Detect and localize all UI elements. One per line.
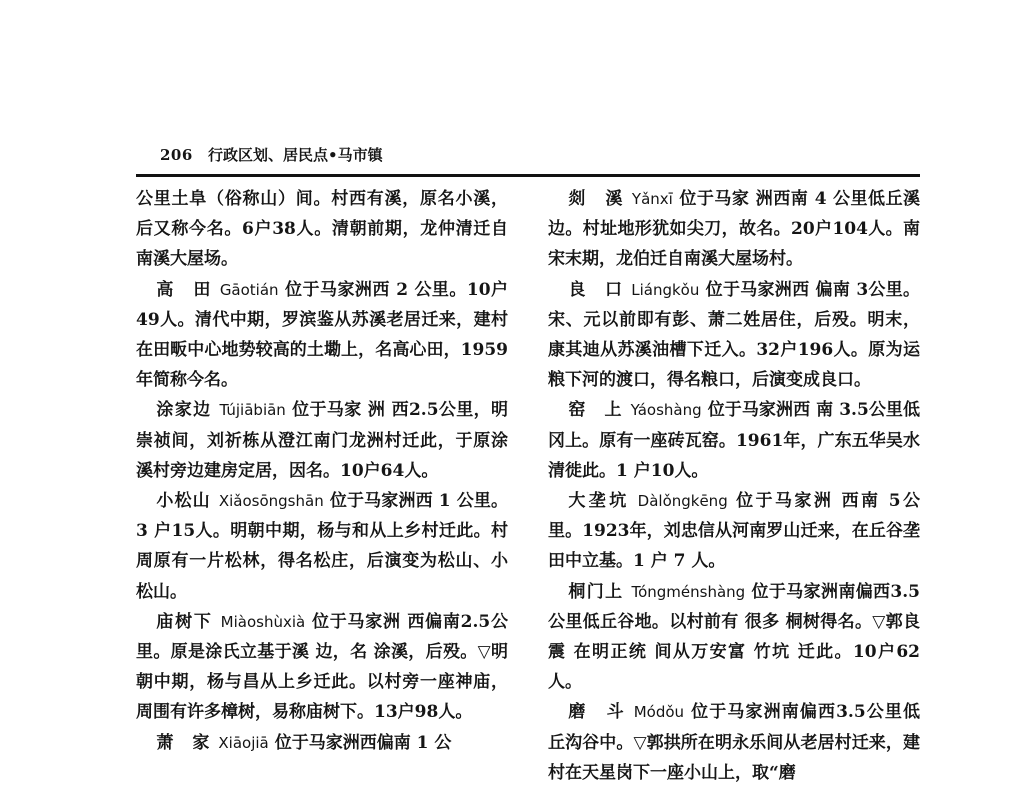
entry-yanxi [548, 184, 920, 275]
entry-pinyin: Yǎnxī [631, 190, 673, 208]
entry-pinyin: Xiǎosōngshān [218, 492, 324, 511]
entry-text: 位于马家洲西 2 公里。10户49人。清代中期，罗滨鉴从苏溪老居迁来，建村在田畈中心地势较高的土墈上，名高心田，1959年简称今名。 [136, 279, 509, 391]
entry-pinyin: Xiāojiā [218, 733, 269, 752]
entry-name: 涂家边 [156, 400, 212, 421]
entry-tujiabian [136, 395, 508, 486]
entry-yaoshang [548, 395, 920, 486]
running-header [160, 144, 920, 168]
entry-name: 大垄坑 [568, 491, 630, 512]
entry-miaoshuxia [136, 607, 508, 728]
left-column [136, 184, 508, 758]
entry-name: 良 口 [568, 279, 624, 300]
entry-name: 剡 溪 [568, 189, 624, 209]
page-number: 206 [160, 146, 193, 164]
entry-name: 磨 斗 [568, 702, 626, 723]
entry-name: 庙树下 [156, 611, 213, 632]
entry-tongmenshang [548, 577, 920, 698]
entry-text: 位于马家洲 西南 5公里。1923年，刘忠信从河南罗山迁来，在丘谷垄田中立基。1 户 7 人。 [548, 491, 921, 572]
entry-xiaojia [136, 728, 508, 758]
entry-continuation [136, 184, 508, 275]
entry-name: 窑 上 [568, 400, 623, 421]
entry-pinyin: Yáoshàng [630, 401, 702, 420]
right-column [548, 184, 920, 788]
entry-text: 位于马家洲南偏西3.5公里低丘沟谷中。▽郭拱所在明永乐间从老居村迁来，建村在天星岗下一座小山上，取“磨 [548, 702, 921, 783]
entry-text: 位于马家洲西 偏南 3公里。宋、元以前即有彭、萧二姓居住，后殁。明末，康其迪从苏溪油槽下迁入。32户196人。原为运粮下河的渡口，得名粮口，后演变成良口。 [548, 279, 921, 391]
entry-pinyin: Tújiābiān [219, 401, 286, 420]
entry-text: 位于马家 洲 西2.5公里，明崇祯间，刘祈栋从澄江南门龙洲村迁此，于原涂溪村旁边建房定居，因名。10户64人。 [136, 400, 508, 481]
entry-pinyin: Tóngménshàng [631, 582, 746, 601]
entry-liangkou [548, 275, 920, 396]
entry-name: 小松山 [156, 491, 211, 512]
entry-text: 位于马家洲西偏南 1 公 [274, 732, 452, 753]
entry-text: 位于马家洲西 南 3.5公里低冈上。原有一座砖瓦窑。1961年，广东五华吴水清徙此。1 户10人。 [548, 400, 921, 481]
entry-name: 桐门上 [568, 581, 624, 602]
entry-modou [548, 697, 920, 788]
entry-pinyin: Miàoshùxià [220, 612, 306, 631]
entry-text: 位于马家洲西 1 公里。3 户15人。明朝中期，杨与和从上乡村迁此。村周原有一片松林，得名松庄，后演变为松山、小松山。 [136, 491, 509, 602]
entry-gaotian [136, 275, 508, 396]
entry-text: 位于马家 洲西南 4 公里低丘溪边。村址地形犹如尖刀，故名。20户104人。南宋末期，龙伯迁自南溪大屋场村。 [548, 189, 921, 270]
entry-dalongkeng [548, 486, 920, 577]
entry-pinyin: Dàlǒngkēng [637, 492, 728, 511]
entry-text: 公里土阜（俗称山）间。村西有溪，原名小溪，后又称今名。6户38人。清朝前期，龙仲清迁自南溪大屋场。 [136, 189, 508, 270]
running-title: 行政区划、居民点•马市镇 [208, 146, 383, 164]
entry-text: 位于马家洲南偏西3.5公里低丘谷地。以村前有 很多 桐树得名。▽郭良震 在明正统 间从万安富 竹坑 迁此。10户62人。 [548, 581, 920, 693]
entry-text: 位于马家洲 西偏南2.5公里。原是涂氏立基于溪 边，名 涂溪，后殁。▽明朝中期，杨与昌从上乡迁此。以村旁一座神庙，周围有许多樟树，易称庙树下。13户98人。 [136, 611, 508, 723]
entry-pinyin: Módǒu [633, 703, 685, 722]
entry-name: 高 田 [156, 279, 212, 300]
entry-pinyin: Liángkǒu [631, 280, 700, 299]
entry-name: 萧 家 [156, 732, 211, 753]
entry-xiaosongshan [136, 486, 508, 607]
entry-pinyin: Gāotián [219, 280, 279, 299]
header-rule [136, 174, 920, 177]
